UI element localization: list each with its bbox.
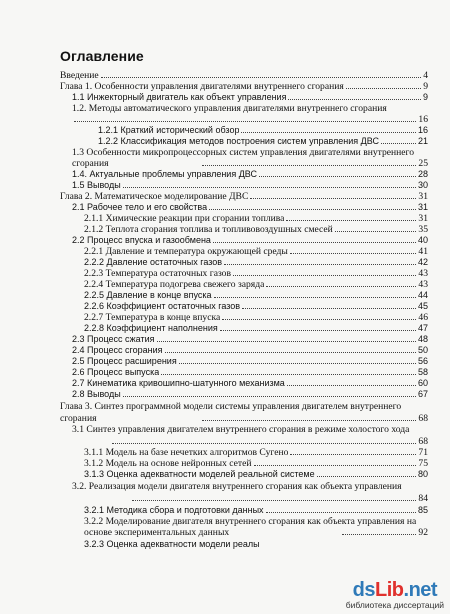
toc-entry-continuation: 68 xyxy=(110,436,428,447)
toc-entry[interactable]: 2.1 Рабочее тело и его свойства 31 xyxy=(72,202,428,212)
toc-entry[interactable]: 2.2.2 Давление остаточных газов 42 xyxy=(84,257,428,267)
toc-entry-continuation: 92 xyxy=(340,527,428,538)
toc-entry[interactable]: 2.2 Процесс впуска и газообмена 40 xyxy=(72,235,428,245)
toc-entry[interactable]: 2.2.7 Температура в конце впуска 46 xyxy=(84,312,428,323)
watermark xyxy=(346,579,444,610)
toc-entry-continuation: 84 xyxy=(130,493,428,504)
toc-entry[interactable]: Глава 1. Особенности управления двигателями внутреннего сгорания 9 xyxy=(60,81,428,92)
toc-entry[interactable]: 2.4 Процесс сгорания 50 xyxy=(72,345,428,355)
toc-entry[interactable]: 3.1.3 Оценка адекватности моделей реальной системе 80 xyxy=(84,469,428,479)
toc-entry[interactable]: 3.2. Реализация модели двигателя внутреннего сгорания как объекта управления xyxy=(72,481,402,492)
toc-entry[interactable]: 2.1.2 Теплота сгорания топлива и топливовоздушных смесей 35 xyxy=(84,224,428,235)
toc-entry[interactable]: 2.2.1 Давление и температура окружающей среды 41 xyxy=(84,246,428,257)
toc-entry[interactable]: 3.2.2 Моделирование двигателя внутреннего сгорания как объекта управления на основе экспериментальных данных xyxy=(84,516,417,538)
toc-entry[interactable]: Глава 2. Математическое моделирование ДВС 31 xyxy=(60,191,428,202)
toc-entry[interactable]: 3.2.3 Оценка адекватности модели реалы xyxy=(84,539,260,549)
toc-entry[interactable]: 1.5 Выводы 30 xyxy=(72,180,428,190)
toc-entry[interactable]: 2.2.4 Температура подогрева свежего заряда 43 xyxy=(84,279,428,290)
toc-entry[interactable]: 2.5 Процесс расширения 56 xyxy=(72,356,428,366)
toc-entry[interactable]: 1.2.1 Краткий исторический обзор 16 xyxy=(98,125,428,135)
toc-entry[interactable]: 2.2.3 Температура остаточных газов 43 xyxy=(84,268,428,279)
toc-entry[interactable]: 1.2. Методы автоматического управления двигателями внутреннего сгорания xyxy=(72,103,387,114)
toc-entry[interactable]: 2.2.8 Коэффициент наполнения 47 xyxy=(84,323,428,333)
toc-entry[interactable]: 2.2.6 Коэффициент остаточных газов 45 xyxy=(84,301,428,311)
toc-entry-continuation: 25 xyxy=(200,158,428,169)
toc-entry[interactable]: 2.6 Процесс выпуска 58 xyxy=(72,367,428,377)
toc-entry[interactable]: 2.7 Кинематика кривошипно-шатунного механизма 60 xyxy=(72,378,428,388)
toc-entry-continuation: 16 xyxy=(72,114,428,125)
toc-entry[interactable]: 1.4. Актуальные проблемы управления ДВС 28 xyxy=(72,169,428,179)
toc-entry[interactable]: 1.1 Инжекторный двигатель как объект управления 9 xyxy=(72,92,428,102)
toc-entry[interactable]: 2.3 Процесс сжатия 48 xyxy=(72,334,428,344)
watermark-subtitle: библиотека диссертаций xyxy=(345,600,444,610)
dslib-logo: dsLib.net xyxy=(352,579,438,601)
toc-entry[interactable]: Глава 3. Синтез программной модели системы управления двигателем внутреннего сгорания xyxy=(60,401,402,424)
page-title: Оглавление xyxy=(60,48,144,64)
toc-entry[interactable]: 2.1.1 Химические реакции при сгорании топлива 31 xyxy=(84,213,428,224)
toc-entry-continuation: 68 xyxy=(200,413,428,424)
toc-entry[interactable]: 1.2.2 Классификация методов построения систем управления ДВС 21 xyxy=(98,136,428,146)
toc-entry[interactable]: 3.1.1 Модель на базе нечетких алгоритмов Сугено 71 xyxy=(84,447,428,458)
toc-entry[interactable]: 3.1 Синтез управления двигателем внутреннего сгорания в режиме холостого хода xyxy=(72,424,410,435)
toc-entry[interactable]: Введение 4 xyxy=(60,70,428,81)
toc-entry[interactable]: 1.3 Особенности микропроцессорных систем управления двигателями внутреннего сгорания xyxy=(72,147,415,169)
toc-entry[interactable]: 3.1.2 Модель на основе нейронных сетей 75 xyxy=(84,458,428,469)
toc-entry[interactable]: 2.2.5 Давление в конце впуска 44 xyxy=(84,290,428,300)
toc-entry[interactable]: 2.8 Выводы 67 xyxy=(72,389,428,399)
toc-entry[interactable]: 3.2.1 Методика сбора и подготовки данных 85 xyxy=(84,505,428,515)
